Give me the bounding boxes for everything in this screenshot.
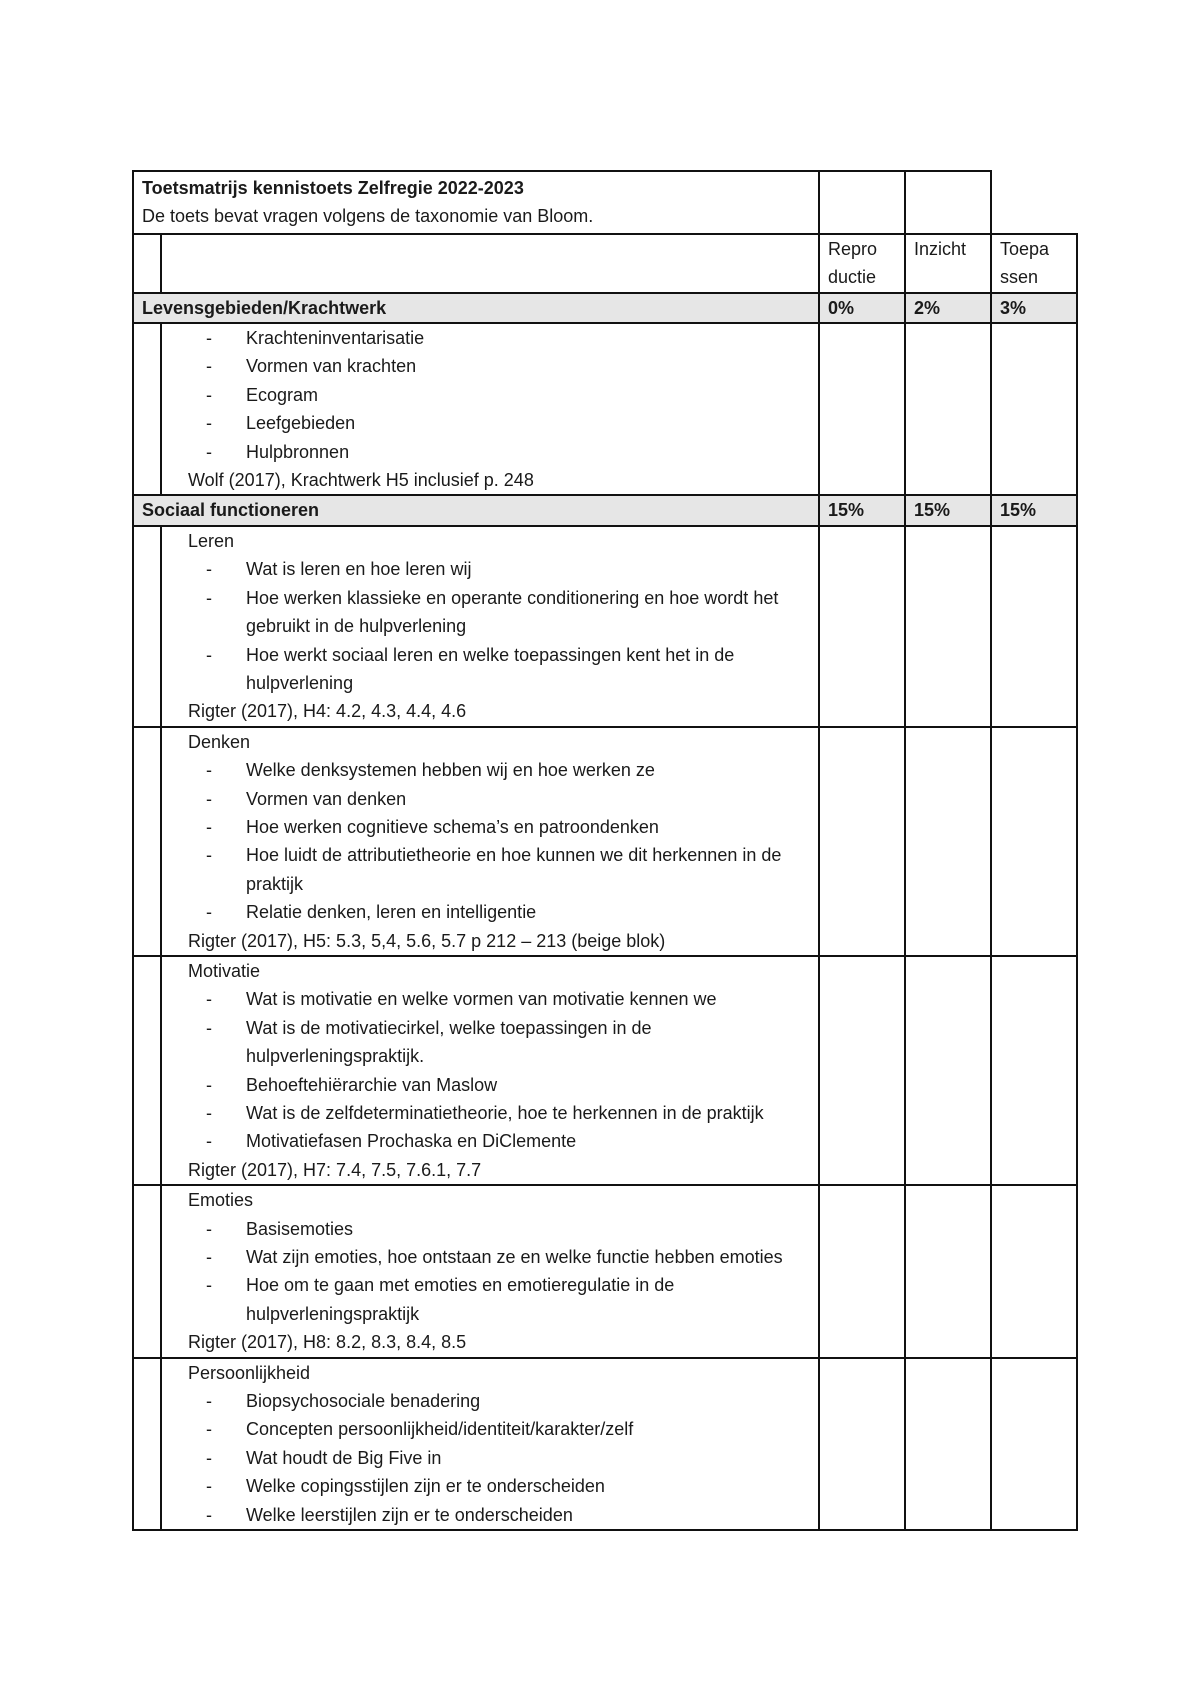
column-header-row: [133, 234, 1077, 293]
content-block-row: [133, 727, 1077, 956]
list-item: - Ecogram: [246, 381, 810, 409]
section-header-row: [133, 293, 1077, 323]
list-item: - Wat is motivatie en welke vormen van motivatie kennen we: [246, 985, 810, 1013]
topic-list: [170, 985, 810, 1155]
empty-cell: [133, 727, 161, 956]
section-name: Levensgebieden/Krachtwerk: [133, 293, 819, 323]
column-header-reproductie: [819, 234, 905, 293]
empty-cell: [905, 526, 991, 727]
empty-cell: [819, 1358, 905, 1530]
list-item: - Leefgebieden: [246, 409, 810, 437]
empty-cell: [905, 727, 991, 956]
list-item: - Welke denksystemen hebben wij en hoe werken ze: [246, 756, 810, 784]
content-block: [161, 526, 819, 727]
section-repro-value: 15%: [819, 495, 905, 525]
empty-cell: [905, 323, 991, 495]
list-item: - Vormen van denken: [246, 785, 810, 813]
list-item: - Hoe werkt sociaal leren en welke toepassingen kent het in de hulpverlening: [246, 641, 810, 698]
section-toepassen-value: 15%: [991, 495, 1077, 525]
list-item: - Motivatiefasen Prochaska en DiClemente: [246, 1127, 810, 1155]
list-item: - Welke leerstijlen zijn er te onderscheiden: [246, 1501, 810, 1529]
empty-cell: [991, 323, 1077, 495]
block-heading: Persoonlijkheid: [188, 1362, 311, 1383]
content-block-row: [133, 1358, 1077, 1530]
section-repro-value: 0%: [819, 293, 905, 323]
empty-cell: [905, 1185, 991, 1357]
empty-cell: [819, 323, 905, 495]
list-item: - Krachteninventarisatie: [246, 324, 810, 352]
section-inzicht-value: 15%: [905, 495, 991, 525]
content-block-row: [133, 1185, 1077, 1357]
section-name: Sociaal functioneren: [133, 495, 819, 525]
content-block: [161, 323, 819, 495]
empty-cell: [133, 526, 161, 727]
list-item: - Basisemoties: [246, 1215, 810, 1243]
list-item: - Welke copingsstijlen zijn er te onderscheiden: [246, 1472, 810, 1500]
block-heading: Denken: [188, 731, 251, 752]
list-item: - Concepten persoonlijkheid/identiteit/karakter/zelf: [246, 1415, 810, 1443]
literature-reference: Rigter (2017), H4: 4.2, 4.3, 4.4, 4.6: [188, 701, 467, 722]
empty-cell: [819, 526, 905, 727]
block-heading: Leren: [188, 530, 235, 551]
empty-cell: [905, 1358, 991, 1530]
literature-reference: Rigter (2017), H8: 8.2, 8.3, 8.4, 8.5: [188, 1332, 467, 1353]
content-block: [161, 727, 819, 956]
list-item: - Wat houdt de Big Five in: [246, 1444, 810, 1472]
content-block-row: [133, 323, 1077, 495]
empty-cell: [991, 727, 1077, 956]
empty-cell: [161, 234, 819, 293]
empty-cell: [133, 1185, 161, 1357]
content-block: [161, 1358, 819, 1530]
document-subtitle: De toets bevat vragen volgens de taxonomie van Bloom.: [142, 206, 594, 227]
list-item: - Relatie denken, leren en intelligentie: [246, 898, 810, 926]
empty-cell: [991, 956, 1077, 1185]
title-empty-cell: [905, 171, 991, 234]
list-item: - Hulpbronnen: [246, 438, 810, 466]
empty-cell: [819, 727, 905, 956]
empty-cell: [133, 234, 161, 293]
column-header-text: Repro: [828, 238, 878, 259]
column-header-inzicht: [905, 234, 991, 293]
literature-reference: Rigter (2017), H5: 5.3, 5,4, 5.6, 5.7 p 212 – 213 (beige blok): [188, 930, 666, 951]
column-header-text: Inzicht: [914, 238, 967, 259]
section-inzicht-value: 2%: [905, 293, 991, 323]
literature-reference: Wolf (2017), Krachtwerk H5 inclusief p. 248: [188, 470, 534, 491]
column-header-text: ssen: [1000, 267, 1039, 288]
content-block-row: [133, 956, 1077, 1185]
title-row: [133, 171, 1077, 234]
block-heading: Motivatie: [188, 960, 261, 981]
content-block: [161, 1185, 819, 1357]
topic-list: [170, 324, 810, 466]
empty-cell: [819, 956, 905, 1185]
topic-list: [170, 555, 810, 697]
column-header-toepassen: [991, 234, 1077, 293]
list-item: - Behoeftehiërarchie van Maslow: [246, 1071, 810, 1099]
empty-cell: [133, 956, 161, 1185]
topic-list: [170, 1215, 810, 1329]
section-toepassen-value: 3%: [991, 293, 1077, 323]
content-block: [161, 956, 819, 1185]
empty-cell: [991, 1358, 1077, 1530]
list-item: - Hoe om te gaan met emoties en emotieregulatie in de hulpverleningspraktijk: [246, 1271, 810, 1328]
section-header-row: [133, 495, 1077, 525]
list-item: - Hoe luidt de attributietheorie en hoe kunnen we dit herkennen in de praktijk: [246, 841, 810, 898]
column-header-text: Toepa: [1000, 238, 1050, 259]
empty-cell: [991, 526, 1077, 727]
empty-cell: [133, 323, 161, 495]
empty-cell: [905, 956, 991, 1185]
list-item: - Wat is de zelfdeterminatietheorie, hoe te herkennen in de praktijk: [246, 1099, 810, 1127]
document-title: Toetsmatrijs kennistoets Zelfregie 2022-2023: [142, 178, 524, 198]
topic-list: [170, 756, 810, 926]
column-header-text: ductie: [828, 267, 877, 288]
block-heading: Emoties: [188, 1190, 254, 1211]
empty-cell: [991, 1185, 1077, 1357]
list-item: - Vormen van krachten: [246, 352, 810, 380]
title-empty-cell: [819, 171, 905, 234]
list-item: - Wat zijn emoties, hoe ontstaan ze en welke functie hebben emoties: [246, 1243, 810, 1271]
toetsmatrijs-table: [132, 170, 1078, 1531]
list-item: - Wat is de motivatiecirkel, welke toepassingen in de hulpverleningspraktijk.: [246, 1014, 810, 1071]
empty-cell: [133, 1358, 161, 1530]
title-cell: [133, 171, 819, 234]
list-item: - Wat is leren en hoe leren wij: [246, 555, 810, 583]
empty-cell: [819, 1185, 905, 1357]
literature-reference: Rigter (2017), H7: 7.4, 7.5, 7.6.1, 7.7: [188, 1159, 482, 1180]
topic-list: [170, 1387, 810, 1529]
list-item: - Hoe werken klassieke en operante conditionering en hoe wordt het gebruikt in de hulpverlening: [246, 584, 810, 641]
list-item: - Hoe werken cognitieve schema’s en patroondenken: [246, 813, 810, 841]
content-block-row: [133, 526, 1077, 727]
list-item: - Biopsychosociale benadering: [246, 1387, 810, 1415]
